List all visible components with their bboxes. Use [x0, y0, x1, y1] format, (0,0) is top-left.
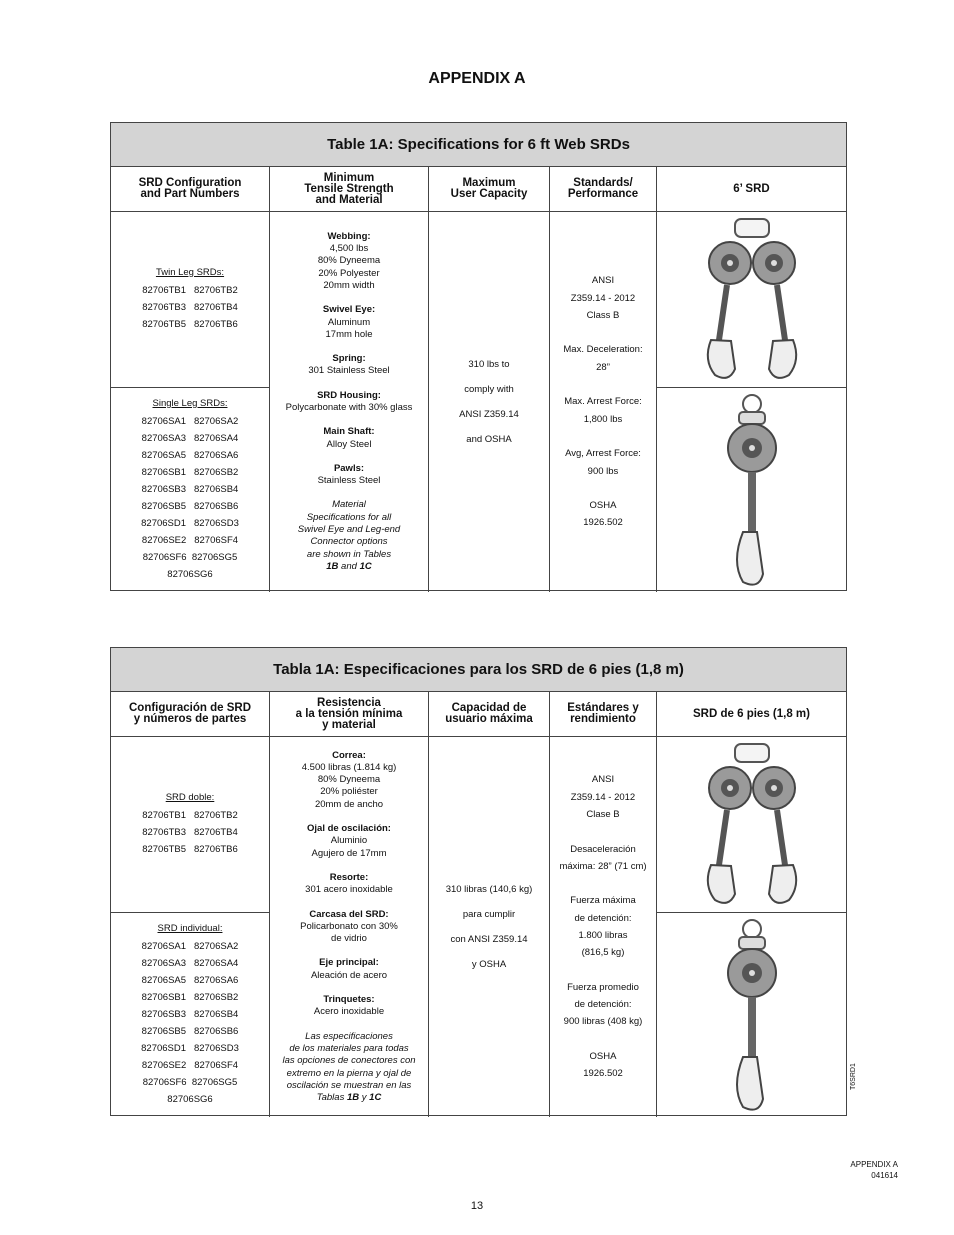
table-header-row [111, 167, 846, 212]
material-line: Acero inoxidable [313, 1006, 385, 1018]
table-ref: 1B [326, 560, 339, 572]
material-note [274, 1031, 423, 1105]
material-line: 4.500 libras (1.814 kg) [301, 761, 397, 773]
material-main-shaft [323, 426, 374, 451]
material-title: Main Shaft: [323, 426, 375, 438]
standards-line: 1.800 libras [578, 930, 628, 941]
part-row: 82706TB5 82706TB6 [142, 318, 238, 330]
material-line: 4,500 lbs [329, 243, 369, 255]
single-leg-label: Single Leg SRDs: [152, 397, 228, 409]
standards-line: Z359.14 - 2012 [570, 791, 636, 803]
material-line: Polycarbonate with 30% glass [285, 402, 413, 413]
footer-reference [850, 1159, 898, 1181]
part-row: 82706TB3 82706TB4 [142, 826, 238, 838]
material-line: Policarbonato con 30% [300, 920, 398, 932]
header-standards: Estándares y rendimiento [550, 692, 657, 736]
part-row: 82706SG6 [167, 568, 213, 580]
spec-table-english [110, 122, 847, 591]
capacity-column [429, 737, 550, 1117]
revision-code: T6SRD1 [850, 1063, 857, 1090]
material-line: 20mm de ancho [314, 798, 384, 810]
standards-line: Desaceleración [570, 843, 636, 855]
note-conj: y [359, 1092, 370, 1104]
note-line: Swivel Eye and Leg-end [297, 524, 401, 536]
part-row: 82706SA3 82706SA4 [141, 957, 239, 969]
standards-line [602, 823, 605, 840]
part-row: 82706SG6 [167, 1093, 213, 1105]
standards-line: (816,5 kg) [581, 947, 625, 959]
materials-column [270, 212, 429, 592]
standards-line [602, 324, 605, 341]
srd-image-column [657, 212, 846, 592]
note-line: de los materiales para todas [289, 1042, 409, 1054]
part-row: 82706SB5 82706SB6 [141, 500, 239, 512]
page-heading: APPENDIX A [428, 70, 526, 87]
material-note [290, 499, 408, 573]
material-line: Agujero de 17mm [311, 847, 387, 859]
capacity-line: comply with [464, 384, 514, 395]
standards-line [602, 376, 605, 393]
standards-column [550, 737, 657, 1117]
twin-leg-label: Twin Leg SRDs: [155, 266, 225, 278]
note-line: are shown in Tables [306, 548, 392, 560]
standards-column [550, 212, 657, 592]
standards-line: Max. Arrest Force: [564, 396, 642, 408]
material-title: SRD Housing: [317, 389, 381, 401]
material-line: Alloy Steel [326, 438, 372, 450]
spec-table-spanish [110, 647, 847, 1116]
header-configuration: Configuración de SRD y números de partes [111, 692, 270, 736]
srd-image-column [657, 737, 846, 1117]
table-ref: 1B [346, 1092, 360, 1104]
material-line: 301 acero inoxidable [305, 884, 393, 896]
single-leg-cell [111, 913, 269, 1117]
table-header-row [111, 692, 846, 737]
header-tensile: Resistencia a la tensión mínima y material [270, 692, 429, 736]
part-row: 82706TB1 82706TB2 [142, 284, 238, 296]
material-spring [308, 353, 389, 378]
material-title: Correa: [332, 749, 366, 761]
note-conj: and [338, 560, 360, 572]
material-line: 80% Dyneema [317, 774, 381, 786]
standards-line: 28” [596, 361, 610, 373]
material-swivel-eye [323, 304, 375, 341]
part-row: 82706SB1 82706SB2 [141, 466, 239, 478]
note-line: oscilación se muestran en las [286, 1079, 412, 1091]
material-line: 80% Dyneema [317, 255, 381, 267]
capacity-line: con ANSI Z359.14 [450, 934, 528, 945]
note-line: Specifications for all [306, 511, 392, 523]
standards-line: Fuerza máxima [570, 895, 636, 907]
material-spring [305, 872, 393, 897]
twin-srd-image [657, 212, 846, 388]
material-title: Ojal de oscilación: [307, 823, 391, 835]
part-row: 82706SE2 82706SF4 [141, 534, 239, 546]
material-line: 20% poliéster [320, 786, 378, 798]
standards-line: OSHA [589, 500, 617, 512]
capacity-column [429, 212, 550, 592]
part-row: 82706SB1 82706SB2 [141, 991, 239, 1003]
standards-line: Class B [586, 309, 620, 321]
parts-column [111, 737, 270, 1117]
material-title: Trinquetes: [323, 994, 375, 1006]
standards-line: Clase B [586, 808, 620, 820]
standards-line [602, 480, 605, 497]
material-title: Webbing: [327, 230, 371, 242]
material-title: Swivel Eye: [322, 304, 376, 316]
part-row: 82706SF6 82706SG5 [142, 551, 238, 563]
table-title: Table 1A: Specifications for 6 ft Web SRDs [111, 123, 846, 167]
standards-line [602, 428, 605, 445]
capacity-line: and OSHA [466, 434, 512, 445]
standards-line: 1926.502 [583, 517, 623, 529]
material-line: Aluminio [330, 835, 368, 847]
twin-leg-srd-illustration [697, 215, 807, 385]
capacity-line: 310 lbs to [468, 359, 510, 370]
material-title: Resorte: [329, 871, 369, 883]
part-row: 82706SA3 82706SA4 [141, 432, 239, 444]
standards-line: Avg, Arrest Force: [565, 448, 641, 460]
standards-line [602, 962, 605, 979]
capacity-line: y OSHA [471, 959, 507, 970]
single-leg-cell [111, 388, 269, 592]
material-title: Spring: [332, 353, 366, 365]
material-swivel-eye [307, 823, 391, 860]
standards-line: 1926.502 [583, 1068, 623, 1080]
material-title: Pawls: [333, 462, 365, 474]
header-capacity: Capacidad de usuario máxima [429, 692, 550, 736]
part-row: 82706SE2 82706SF4 [141, 1059, 239, 1071]
header-srd-image: SRD de 6 pies (1,8 m) [693, 707, 810, 720]
standards-line: 1,800 lbs [583, 413, 623, 425]
note-line: Material [332, 499, 366, 511]
material-housing [286, 390, 413, 415]
standards-line [602, 1031, 605, 1048]
material-webbing [318, 231, 380, 292]
part-row: 82706SB3 82706SB4 [141, 1008, 239, 1020]
part-row: 82706SF6 82706SG5 [142, 1076, 238, 1088]
single-leg-label: SRD individual: [157, 922, 223, 934]
part-row: 82706SA1 82706SA2 [141, 415, 239, 427]
standards-line: 900 libras (408 kg) [563, 1016, 643, 1028]
part-row: 82706SB3 82706SB4 [141, 483, 239, 495]
header-srd-image: 6’ SRD [733, 182, 770, 195]
material-pawls [318, 463, 381, 488]
part-row: 82706SD1 82706SD3 [141, 517, 239, 529]
standards-line: máxima: 28” (71 cm) [559, 860, 647, 872]
part-row: 82706TB5 82706TB6 [142, 843, 238, 855]
part-row: 82706TB1 82706TB2 [142, 809, 238, 821]
standards-line: 900 lbs [587, 465, 619, 477]
note-line-last [282, 1092, 415, 1104]
material-line: 301 Stainless Steel [308, 365, 390, 377]
single-srd-image [657, 913, 846, 1117]
header-tensile: Minimum Tensile Strength and Material [270, 167, 429, 211]
material-line: 20mm width [323, 279, 375, 291]
part-row: 82706TB3 82706TB4 [142, 301, 238, 313]
part-row: 82706SA5 82706SA6 [141, 449, 239, 461]
parts-column [111, 212, 270, 592]
material-title: Eje principal: [319, 957, 379, 969]
footer-line: 041614 [871, 1171, 898, 1180]
header-standards: Standards/ Performance [550, 167, 657, 211]
twin-leg-srd-illustration [697, 740, 807, 910]
material-line: Stainless Steel [317, 475, 381, 487]
material-line: 20% Polyester [318, 267, 380, 279]
standards-line: de detención: [574, 999, 632, 1011]
single-leg-srd-illustration [717, 917, 787, 1113]
note-prefix: Tablas [316, 1092, 347, 1104]
twin-srd-image [657, 737, 846, 913]
material-line: Aluminum [327, 316, 371, 328]
material-pawls [314, 994, 384, 1019]
material-webbing [302, 750, 397, 811]
single-srd-image [657, 388, 846, 592]
part-row: 82706SA5 82706SA6 [141, 974, 239, 986]
standards-line: Max. Deceleration: [563, 344, 643, 356]
header-capacity: Maximum User Capacity [429, 167, 550, 211]
standards-line: ANSI [591, 774, 615, 786]
material-line: Aleación de acero [310, 969, 388, 981]
capacity-line: para cumplir [462, 909, 516, 920]
material-main-shaft [311, 957, 387, 982]
material-title: Carcasa del SRD: [309, 908, 389, 920]
standards-line: de detención: [574, 912, 632, 924]
twin-leg-cell [111, 212, 269, 388]
part-row: 82706SD1 82706SD3 [141, 1042, 239, 1054]
note-line: las opciones de conectores con [282, 1055, 416, 1067]
standards-line: Fuerza promedio [567, 981, 639, 993]
materials-column [270, 737, 429, 1117]
note-line: Las especificaciones [305, 1030, 393, 1042]
standards-line: Z359.14 - 2012 [570, 292, 636, 304]
note-line: extremo en la pierna y ojal de [286, 1067, 412, 1079]
footer-line: APPENDIX A [850, 1160, 898, 1169]
twin-leg-cell [111, 737, 269, 913]
table-title: Tabla 1A: Especificaciones para los SRD de 6 pies (1,8 m) [111, 648, 846, 692]
material-housing [300, 909, 398, 946]
capacity-line: ANSI Z359.14 [459, 409, 519, 420]
part-row: 82706SB5 82706SB6 [141, 1025, 239, 1037]
part-row: 82706SA1 82706SA2 [141, 940, 239, 952]
note-line: Connector options [310, 536, 388, 548]
header-configuration: SRD Configuration and Part Numbers [111, 167, 270, 211]
table-ref: 1C [359, 560, 372, 572]
standards-line: OSHA [589, 1051, 617, 1063]
material-line: 17mm hole [325, 328, 373, 340]
capacity-line: 310 libras (140,6 kg) [445, 884, 533, 895]
note-line-last [298, 561, 400, 573]
single-leg-srd-illustration [717, 392, 787, 588]
table-ref: 1C [369, 1092, 382, 1104]
twin-leg-label: SRD doble: [165, 791, 215, 803]
standards-line [602, 875, 605, 892]
material-line: de vidrio [331, 933, 367, 945]
standards-line: ANSI [591, 275, 615, 287]
page-number: 13 [470, 1200, 484, 1212]
